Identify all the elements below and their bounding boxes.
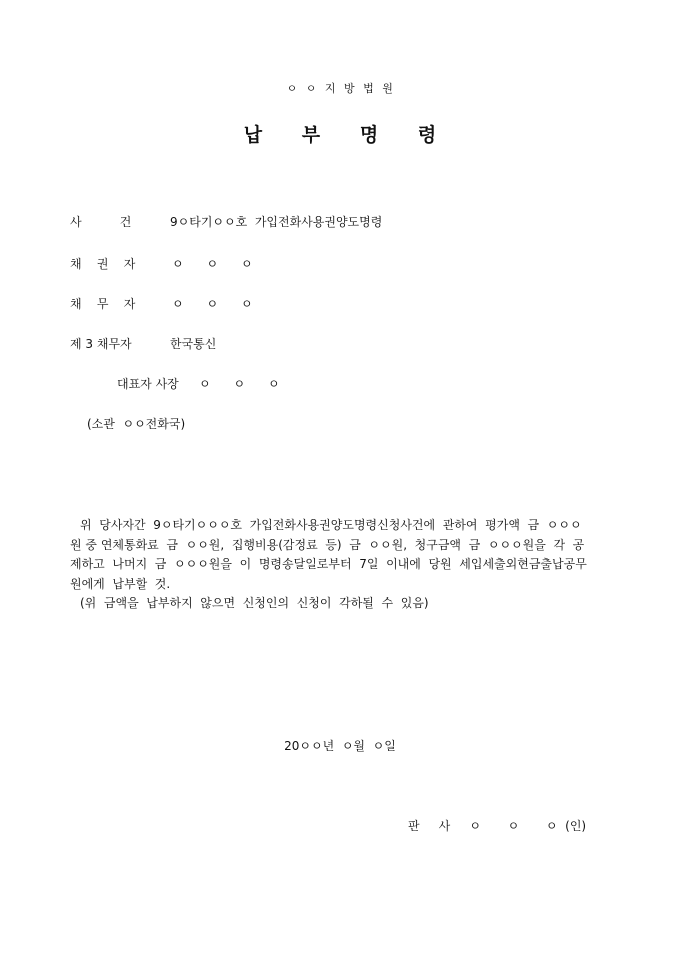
order-body	[70, 516, 615, 614]
third-debtor-value: 한국통신	[170, 337, 217, 351]
debtor-label: 채 무 자	[70, 297, 136, 311]
document-title: 납 부 명 령	[243, 124, 437, 146]
body-line-4: 원에게 납부할 것.	[70, 576, 171, 591]
body-note: (위 금액을 납부하지 않으면 신청인의 신청이 각하될 수 있음)	[80, 596, 429, 610]
representative-value: ㅇ ㅇ ㅇ	[199, 377, 280, 391]
debtor-value: ㅇ ㅇ ㅇ	[172, 297, 253, 311]
representative-label: 대표자 사장	[117, 377, 179, 391]
body-line-1: 위 당사자간 9ㅇ타기ㅇㅇㅇ호 가입전화사용권양도명령신청사건에 관하여 평가액 금 ㅇㅇㅇ	[80, 518, 582, 532]
jurisdiction-note: (소관 ㅇㅇ전화국)	[87, 417, 186, 431]
creditor-value: ㅇ ㅇ ㅇ	[172, 257, 253, 271]
body-line-3: 제하고 나머지 금 ㅇㅇㅇ원을 이 명령송달일로부터 7일 이내에 당원 세입세출외현금출납공무	[70, 557, 587, 571]
court-name: ㅇ ㅇ 지 방 법 원	[286, 82, 394, 95]
issue-date: 20ㅇㅇ년 ㅇ월 ㅇ일	[284, 739, 396, 753]
creditor-label: 채 권 자	[70, 257, 136, 271]
case-label: 사 건	[70, 215, 132, 229]
case-value: 9ㅇ타기ㅇㅇ호 가입전화사용권양도명령	[170, 215, 383, 229]
third-debtor-label: 제 3 채무자	[70, 337, 132, 351]
judge-signature: 판 사 ㅇ ㅇ ㅇ (인)	[408, 819, 587, 833]
body-line-2: 원 중 연체통화료 금 ㅇㅇ원, 집행비용(감정료 등) 금 ㅇㅇ원, 청구금액 금 ㅇㅇㅇ원을 각 공	[70, 537, 585, 552]
